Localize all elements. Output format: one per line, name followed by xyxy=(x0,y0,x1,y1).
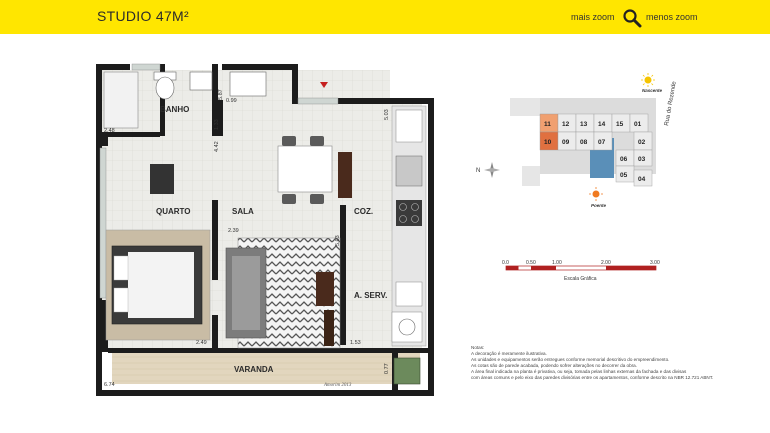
svg-text:09: 09 xyxy=(562,139,570,146)
note-line: As unidades e equipamentos serão entregues conforme memorial descritivo do empreendimento. xyxy=(471,357,670,362)
scale-tick: 0.0 xyxy=(502,260,509,266)
sideboard xyxy=(338,152,352,198)
room-label-aserv: A. SERV. xyxy=(354,291,388,300)
compass-rose-icon xyxy=(484,162,500,178)
dimension-label: 5.03 xyxy=(335,235,341,246)
svg-text:03: 03 xyxy=(638,156,646,163)
coffee-table xyxy=(316,272,334,306)
scale-tick: 1.00 xyxy=(552,260,562,266)
dimension-label: 1.53 xyxy=(350,340,361,346)
room-label-sala: SALA xyxy=(232,207,254,216)
dimension-label: 2.49 xyxy=(196,340,207,346)
dimension-label: 0.99 xyxy=(226,98,237,104)
magnifier-icon[interactable] xyxy=(622,8,642,28)
window-entrada xyxy=(298,98,338,104)
svg-text:15: 15 xyxy=(616,121,624,128)
signature: Amorim 2013 xyxy=(324,383,352,388)
svg-text:10: 10 xyxy=(544,139,552,146)
note-line: As cotas são de parede acabada, podendo sofrer alterações no decorrer da obra. xyxy=(471,363,637,368)
floor-plan xyxy=(92,60,442,400)
dimension-label: 5.87 xyxy=(218,89,224,100)
svg-text:01: 01 xyxy=(634,121,642,128)
sun-icon xyxy=(641,73,655,87)
pillow xyxy=(114,256,128,280)
service-sink xyxy=(396,282,422,306)
scale-caption: Escala Gráfica xyxy=(564,276,597,282)
svg-text:12: 12 xyxy=(562,121,570,128)
svg-text:06: 06 xyxy=(620,156,628,163)
unit-row-top xyxy=(540,114,648,132)
scale-tick: 0.50 xyxy=(526,260,536,266)
sun-icon xyxy=(589,187,603,201)
dimension-label: 2.48 xyxy=(104,128,115,134)
shower xyxy=(104,72,138,128)
dresser xyxy=(150,164,174,194)
room-label-quarto: QUARTO xyxy=(156,207,191,216)
scale-tick: 2.00 xyxy=(601,260,611,266)
dining-table xyxy=(278,146,332,192)
room-label-coz: COZ. xyxy=(354,207,374,216)
dimension-label: 4.42 xyxy=(214,141,220,152)
nascente-label: Nascente xyxy=(642,88,663,93)
scale-bar xyxy=(500,258,670,294)
svg-text:08: 08 xyxy=(580,139,588,146)
note-line: A decoração é meramente ilustrativa. xyxy=(471,351,547,356)
toilet xyxy=(156,77,174,99)
room-label-banho: BANHO xyxy=(160,105,190,114)
north-label: N xyxy=(476,168,481,174)
room-label-varanda: VARANDA xyxy=(234,365,274,374)
fridge xyxy=(396,110,422,142)
pillow xyxy=(114,288,128,312)
laundry-sink xyxy=(230,72,266,96)
notes-heading: Notas: xyxy=(471,345,485,350)
plant-pot xyxy=(394,358,420,384)
dimension-label: 6.74 xyxy=(104,382,115,388)
svg-text:13: 13 xyxy=(580,121,588,128)
notes xyxy=(471,345,751,381)
unit-row-mid xyxy=(540,132,612,150)
note-line: A área final indicada na planta é privativa, ou seja, tomada pelas linhas externas da fachada e das divisas xyxy=(471,369,687,374)
svg-text:14: 14 xyxy=(598,121,606,128)
washing-machine xyxy=(392,312,422,342)
window-quarto xyxy=(100,148,106,298)
zoom-in-link[interactable]: mais zoom xyxy=(571,12,615,22)
street-label: Rua do Rezende xyxy=(664,80,678,127)
svg-text:02: 02 xyxy=(638,139,646,146)
page-title: STUDIO 47M² xyxy=(97,8,189,24)
tv-stand xyxy=(324,310,334,346)
dimension-label: 0.77 xyxy=(384,363,390,374)
cooktop xyxy=(396,200,422,226)
svg-text:07: 07 xyxy=(598,139,606,146)
building-keymap xyxy=(462,70,682,220)
zoom-out-link[interactable]: menos zoom xyxy=(646,12,698,22)
svg-text:05: 05 xyxy=(620,172,628,179)
dimension-label: 1.33 xyxy=(214,119,220,130)
dimension-label: 2.39 xyxy=(228,228,239,234)
window-banho xyxy=(132,64,160,70)
poente-label: Poente xyxy=(591,203,607,208)
svg-text:04: 04 xyxy=(638,176,646,183)
kitchen-sink xyxy=(396,156,422,186)
dimension-label: 5.03 xyxy=(384,109,390,120)
bathroom-sink xyxy=(190,72,212,90)
scale-tick: 3.00 xyxy=(650,260,660,266)
note-line: com áreas comuns e pelo eixo das paredes divisórias entre os apartamentos, conforme descrito na NBR 12.721 ABNT. xyxy=(471,375,714,380)
svg-text:11: 11 xyxy=(544,121,551,128)
